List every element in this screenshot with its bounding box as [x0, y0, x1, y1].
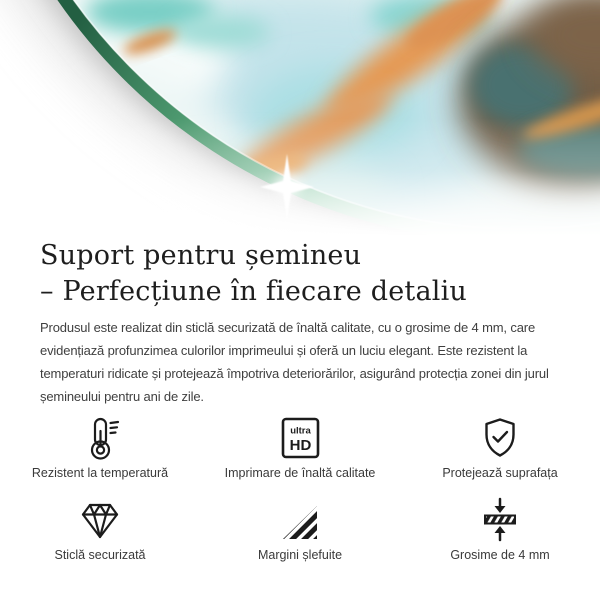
svg-text:HD: HD	[289, 437, 312, 454]
feature-label: Imprimare de înaltă calitate	[224, 466, 376, 480]
page-title-line2: – Perfecțiune în fiecare detaliu	[40, 276, 468, 307]
feature-label: Margini șlefuite	[257, 548, 343, 562]
glass-disc-image	[0, 0, 600, 236]
product-description: Produsul este realizat din sticlă securizată de înaltă calitate, cu o grosime de 4 mm, care evidențiază profunzimea culorilor imprimeului și oferă un luciu elegant. Este rezistent la temperaturi ridicate și protejează împotriva deteriorărilor, asigurând protecția zonei din jurul șemineului pentru ani de zile.	[40, 320, 549, 404]
thickness-4mm-icon	[478, 496, 522, 542]
page-title	[40, 238, 560, 310]
feature-thickness	[400, 496, 600, 562]
feature-print-quality	[200, 414, 400, 480]
svg-text:ultra: ultra	[290, 425, 311, 437]
feature-polished-edges	[200, 496, 400, 562]
product-photo	[0, 0, 600, 236]
feature-protects-surface	[400, 414, 600, 480]
polished-edge-icon	[278, 496, 322, 542]
ultra-hd-icon	[278, 414, 322, 460]
page-title-line1: Suport pentru șemineu	[40, 240, 362, 271]
feature-temperature	[0, 414, 200, 480]
thermometer-icon	[78, 414, 122, 460]
shield-check-icon	[478, 414, 522, 460]
white-fade-overlay	[0, 0, 600, 236]
diamond-icon	[78, 496, 122, 542]
feature-label: Sticlă securizată	[54, 548, 146, 562]
feature-label: Grosime de 4 mm	[450, 548, 550, 562]
feature-label: Protejează suprafața	[442, 466, 558, 480]
feature-tempered-glass	[0, 496, 200, 562]
feature-grid	[0, 414, 600, 562]
feature-label: Rezistent la temperatură	[31, 466, 169, 480]
